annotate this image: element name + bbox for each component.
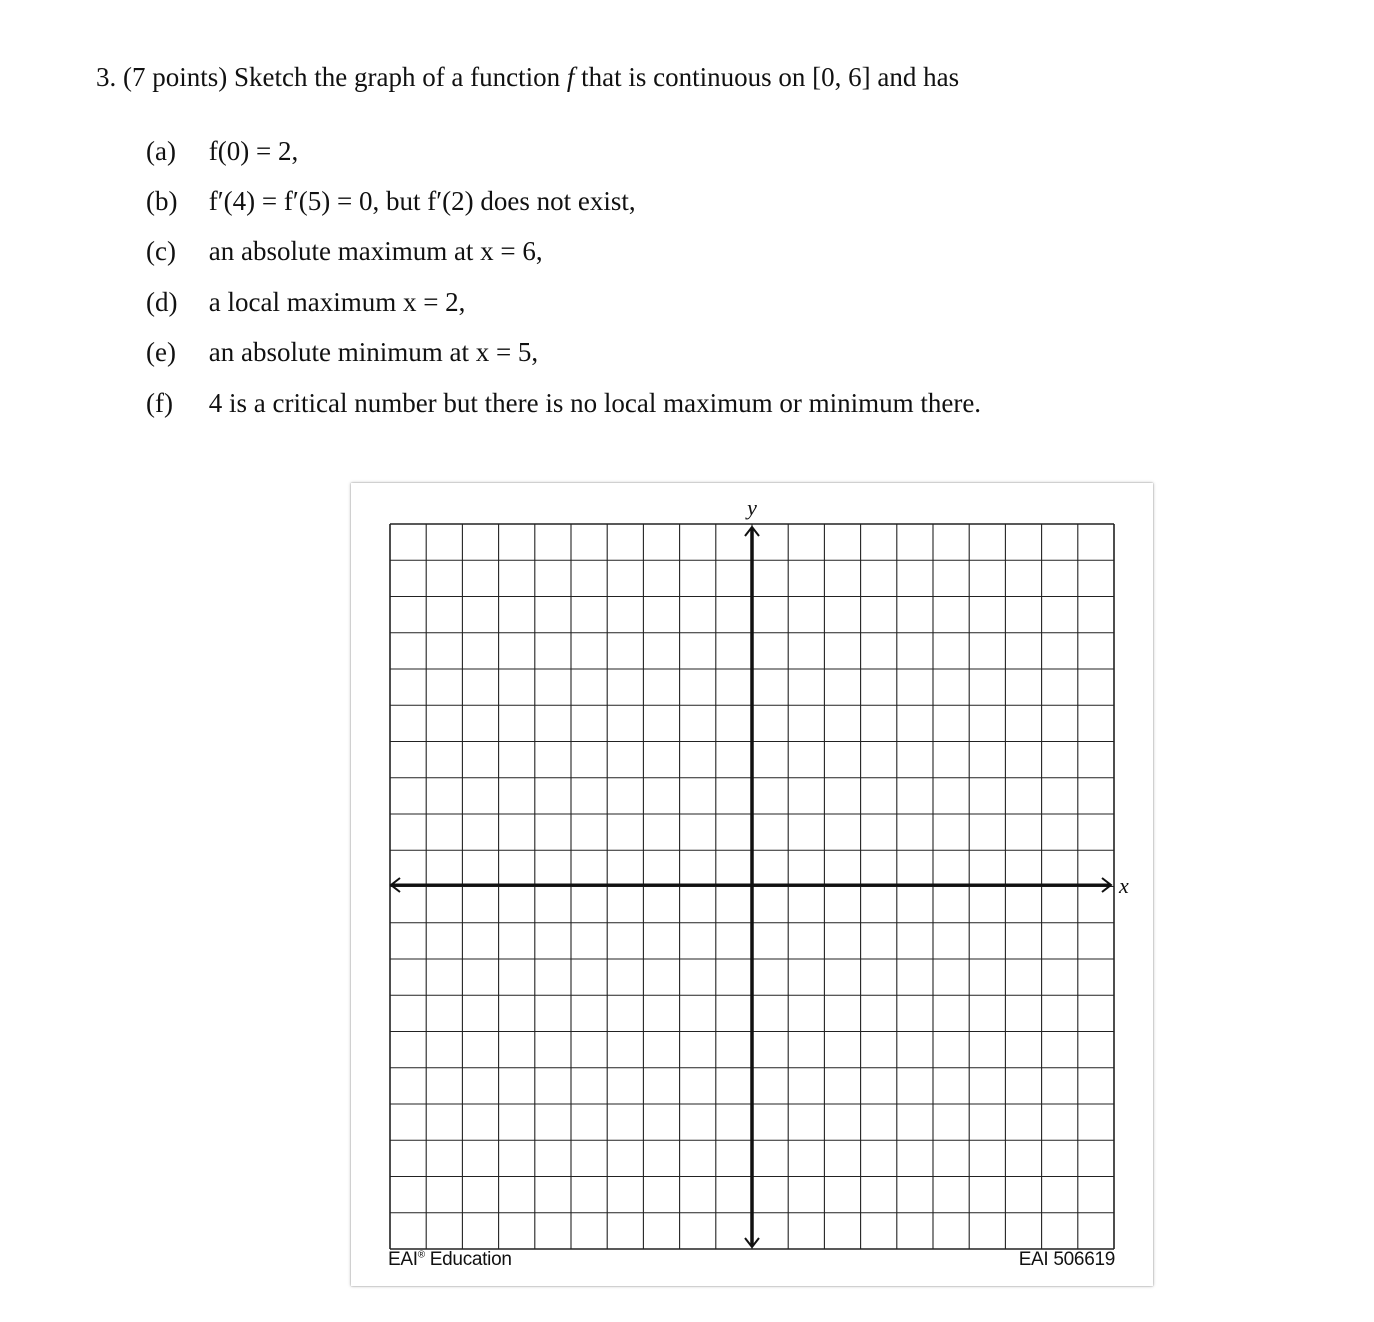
part-label: (b) [146, 186, 178, 216]
problem-heading [96, 62, 959, 93]
part-text: an absolute maximum at x = 6, [208, 236, 543, 266]
function-name: f [566, 62, 575, 92]
problem-points: (7 points) [123, 62, 228, 92]
part-label: (d) [146, 287, 178, 317]
part-label: (a) [146, 136, 176, 166]
part-text: 4 is a critical number but there is no local maximum or minimum there. [208, 388, 982, 418]
part-e [146, 337, 538, 368]
problem-number: 3. [96, 62, 117, 92]
part-b [146, 186, 636, 217]
part-label: (e) [146, 337, 176, 367]
x-axis-label: x [1119, 873, 1129, 898]
part-text: an absolute minimum at x = 5, [208, 337, 539, 367]
part-text: f′(4) = f′(5) = 0, but f′(2) does not exist, [208, 186, 636, 216]
y-axis-label: y [747, 495, 757, 520]
part-text: a local maximum x = 2, [208, 287, 466, 317]
part-label: (c) [146, 236, 176, 266]
coordinate-grid[interactable] [351, 483, 1153, 1286]
part-label: (f) [146, 388, 173, 418]
graph-paper [351, 483, 1153, 1286]
problem-statement-post: that is continuous on [0, 6] and has [581, 62, 960, 92]
part-d [146, 287, 465, 318]
part-c [146, 236, 543, 267]
registered-mark: ® [417, 1249, 425, 1261]
part-a [146, 136, 298, 167]
product-code: EAI 506619 [1018, 1249, 1115, 1270]
brand-name: EAI [388, 1249, 418, 1270]
part-text: f(0) = 2, [208, 136, 299, 166]
part-f [146, 388, 981, 419]
problem-statement-pre: Sketch the graph of a function [234, 62, 561, 92]
brand-suffix: Education [429, 1249, 512, 1270]
publisher-logo [388, 1249, 512, 1271]
